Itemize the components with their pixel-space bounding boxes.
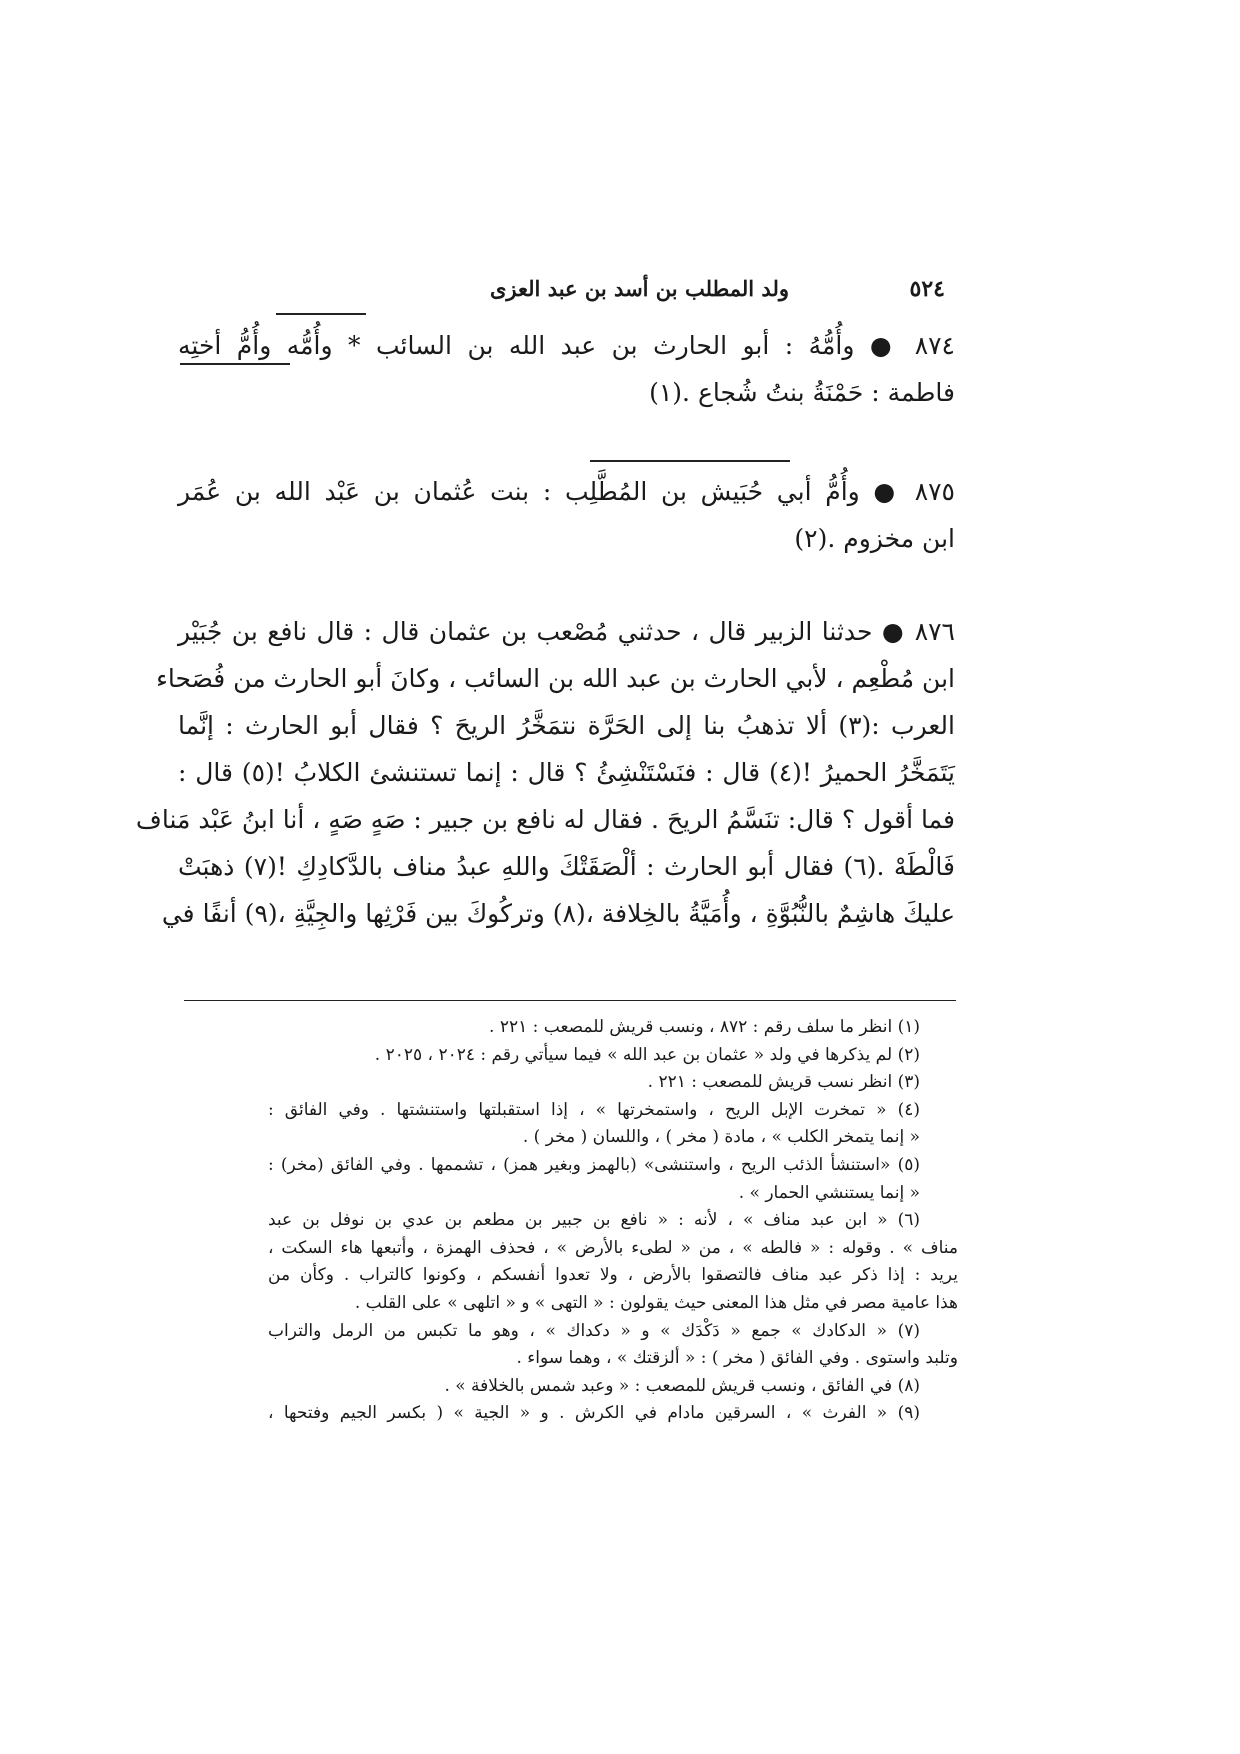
entry-line: عليكَ هاشِمٌ بالنُّبُوَّةِ ، وأُمَيَّةُ بالخِلافة ،(٨) وتركُوكَ بين فَرْثِها والجِيَّةِ ،(٩) أنفًا في — [161, 899, 955, 928]
entry-line: ابن مُطْعِم ، لأبي الحارث بن عبد الله بن السائب ، وكانَ أبو الحارث من فُصَحاء — [156, 664, 955, 693]
footnote-line: مناف » . وقوله : « فالطه » ، من « لطىء بالأرض » ، فحذف الهمزة ، وأتبعها هاء السكت ، — [268, 1237, 958, 1258]
footnote-line: (٢) لم يذكرها في ولد « عثمان بن عبد الله » فيما سيأتي رقم : ٢٠٢٤ ، ٢٠٢٥ . — [374, 1044, 920, 1065]
footnote-line: (٩) « الفرث » ، السرقين مادام في الكرش . و « الجية » ( بكسر الجيم وفتحها ، — [268, 1403, 920, 1424]
page-number: ٥٢٤ — [909, 276, 945, 302]
footnote-line: يريد : إذا ذكر عبد مناف فالتصقوا بالأرض ، ولا تعدوا أنفسكم ، وكونوا كالتراب . وكأن من — [268, 1265, 958, 1286]
overline-mark — [590, 460, 790, 462]
footnote-line: (١) انظر ما سلف رقم : ٨٧٢ ، ونسب قريش للمصعب : ٢٢١ . — [489, 1017, 920, 1037]
page-header — [490, 276, 945, 316]
entry-876 — [135, 608, 955, 937]
footnote-separator — [184, 1000, 956, 1001]
entry-874 — [178, 322, 955, 416]
entry-line: فَالْطَهْ .(٦) فقال أبو الحارث : ألْصَقَتْكَ واللهِ عبدُ مناف بالدَّكادِكِ !(٧) ذهبَتْ — [178, 852, 955, 881]
entry-line: ٨٧٤ ● وأُمُّهُ : أبو الحارث بن عبد الله بن السائب * وأُمُّه وأُمُّ أختِه — [178, 331, 955, 360]
footnotes — [268, 1014, 958, 1428]
footnote-line: (٦) « ابن عبد مناف » ، لأنه : « نافع بن جبير بن مطعم بن عدي بن نوفل بن عبد — [268, 1210, 920, 1231]
entry-line: ٨٧٦ ● حدثنا الزبير قال ، حدثني مُصْعب بن عثمان قال : قال نافع بن جُبَيْر — [178, 617, 955, 646]
footnote-line: وتلبد واستوى . وفي الفائق ( مخر ) : « ألزقتك » ، وهما سواء . — [516, 1348, 958, 1369]
overline-mark — [276, 313, 366, 315]
entry-line: فما أقول ؟ قال: تنَسَّمُ الريحَ . فقال له نافع بن جبير : صَهٍ صَهٍ ، أنا ابنُ عَبْد مَناف — [135, 805, 955, 834]
running-title: ولد المطلب بن أسد بن عبد العزى — [490, 276, 789, 301]
footnote-line: (٤) « تمخرت الإبل الريح ، واستمخرتها » ، إذا استقبلتها واستنشتها . وفي الفائق : — [268, 1099, 920, 1120]
footnote-line: هذا عامية مصر في مثل هذا المعنى حيث يقولون : « التهى » و « اتلهى » على القلب . — [354, 1292, 958, 1313]
footnote-line: (٨) في الفائق ، ونسب قريش للمصعب : « وعبد شمس بالخلافة » . — [444, 1375, 920, 1396]
entry-line: العرب :(٣) ألا تذهبُ بنا إلى الحَرَّة نتمَخَّرُ الريحَ ؟ فقال أبو الحارث : إنَّما — [178, 711, 955, 740]
footnote-line: (٣) انظر نسب قريش للمصعب : ٢٢١ . — [647, 1072, 920, 1093]
entry-line: ابن مخزوم .(٢) — [794, 524, 955, 553]
entry-line: يَتَمَخَّرُ الحميرُ !(٤) قال : فنَسْتَنْشِئُ ؟ قال : إنما تستنشئ الكلابُ !(٥) قال : — [178, 758, 955, 787]
entry-875 — [178, 468, 955, 562]
footnote-line: « إنما يتمخر الكلب » ، مادة ( مخر ) ، واللسان ( مخر ) . — [522, 1127, 920, 1148]
footnote-line: (٥) «استنشأ الذئب الريح ، واستنشى» (بالهمز وبغير همز) ، تشممها . وفي الفائق (مخر) : — [268, 1154, 920, 1175]
entry-line: فاطمة : حَمْنَةُ بنتُ شُجاع .(١) — [649, 378, 955, 407]
entry-line: ٨٧٥ ● وأُمُّ أبي حُبَيش بن المُطَّلِب : بنت عُثمان بن عَبْد الله بن عُمَر — [178, 477, 955, 506]
footnote-line: (٧) « الدكادك » جمع « دَكْدَك » و « دكداك » ، وهو ما تكبس من الرمل والتراب — [268, 1320, 920, 1341]
footnote-line: « إنما يستنشي الحمار » . — [738, 1182, 920, 1203]
